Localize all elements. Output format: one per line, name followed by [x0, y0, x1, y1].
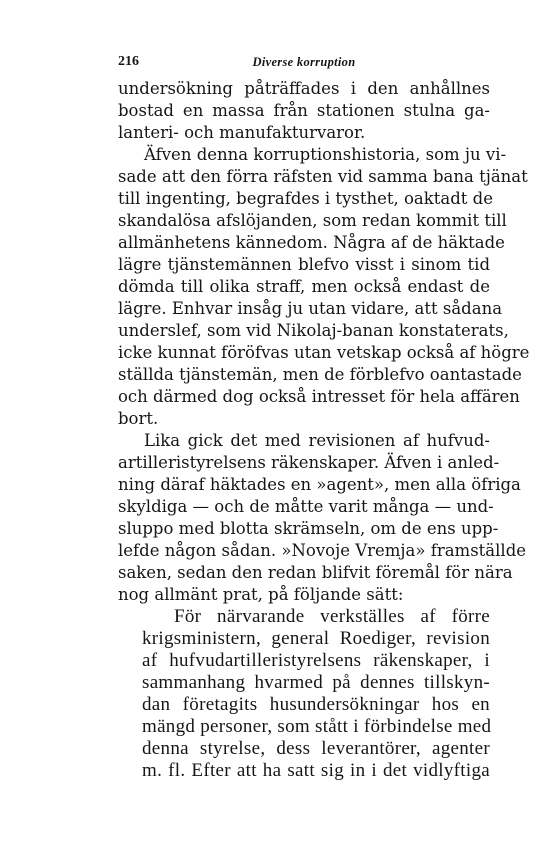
text-line: icke kunnat föröfvas utan vetskap också af högre — [118, 343, 530, 362]
text-line: lanteri- och manufakturvaror. — [118, 123, 366, 142]
text-line: bostad en massa från stationen stulna ga- — [118, 101, 490, 120]
page-body — [118, 78, 530, 782]
text-line: allmänhetens kännedom. Några af de häktade — [118, 233, 505, 252]
page-number: 216 — [118, 54, 139, 69]
text-line: lefde någon sådan. »Novoje Vremja» framställde — [118, 541, 527, 560]
text-line: nog allmänt prat, på följande sätt: — [118, 585, 404, 604]
quote-line: dan företagits husundersökningar hos en — [142, 694, 490, 715]
text-line: och därmed dog också intresset för hela affären — [118, 387, 520, 406]
text-line: lägre. Enhvar insåg ju utan vidare, att sådana — [118, 299, 503, 318]
text-line: Lika gick det med revisionen af hufvud- — [144, 431, 490, 450]
text-line: saken, sedan den redan blifvit föremål för nära — [118, 563, 513, 582]
quote-line: af hufvudartilleristyrelsens räkenskaper, i — [142, 650, 490, 671]
text-line: sluppo med blotta skrämseln, om de ens upp- — [118, 519, 499, 538]
text-line: ning däraf häktades en »agent», men alla öfriga — [118, 475, 521, 494]
text-line: artilleristyrelsens räkenskaper. Äfven i anled- — [118, 453, 500, 472]
quote-line: krigsministern, general Roediger, revision — [142, 628, 490, 649]
quote-line: denna styrelse, dess leverantörer, agenter — [142, 738, 490, 759]
quote-line: För närvarande verkställes af förre — [174, 606, 490, 627]
text-line: undersökning påträffades i den anhållnes — [118, 79, 490, 98]
quote-line: m. fl. Efter att ha satt sig in i det vidlyftiga — [142, 760, 490, 781]
text-line: dömda till olika straff, men också endast de — [118, 277, 490, 296]
text-line: bort. — [118, 409, 159, 428]
text-line: skyldiga — och de måtte varit många — und- — [118, 497, 494, 516]
quote-line: sammanhang hvarmed på dennes tillskyn- — [142, 672, 490, 693]
text-line: till ingenting, begrafdes i tysthet, oaktadt de — [118, 189, 493, 208]
text-line: Äfven denna korruptionshistoria, som ju vi- — [144, 145, 507, 164]
text-line: lägre tjänstemännen blefvo visst i sinom tid — [118, 255, 490, 274]
running-title: Diverse korruption — [252, 55, 356, 69]
quote-line: mängd personer, som stått i förbindelse med — [142, 716, 492, 737]
text-line: ställda tjänstemän, men de förblefvo oantastade — [118, 365, 522, 384]
text-line: skandalösa afslöjanden, som redan kommit till — [118, 211, 507, 230]
text-line: underslef, som vid Nikolaj-banan konstaterats, — [118, 321, 509, 340]
text-line: sade att den förra räfsten vid samma bana tjänat — [118, 167, 528, 186]
